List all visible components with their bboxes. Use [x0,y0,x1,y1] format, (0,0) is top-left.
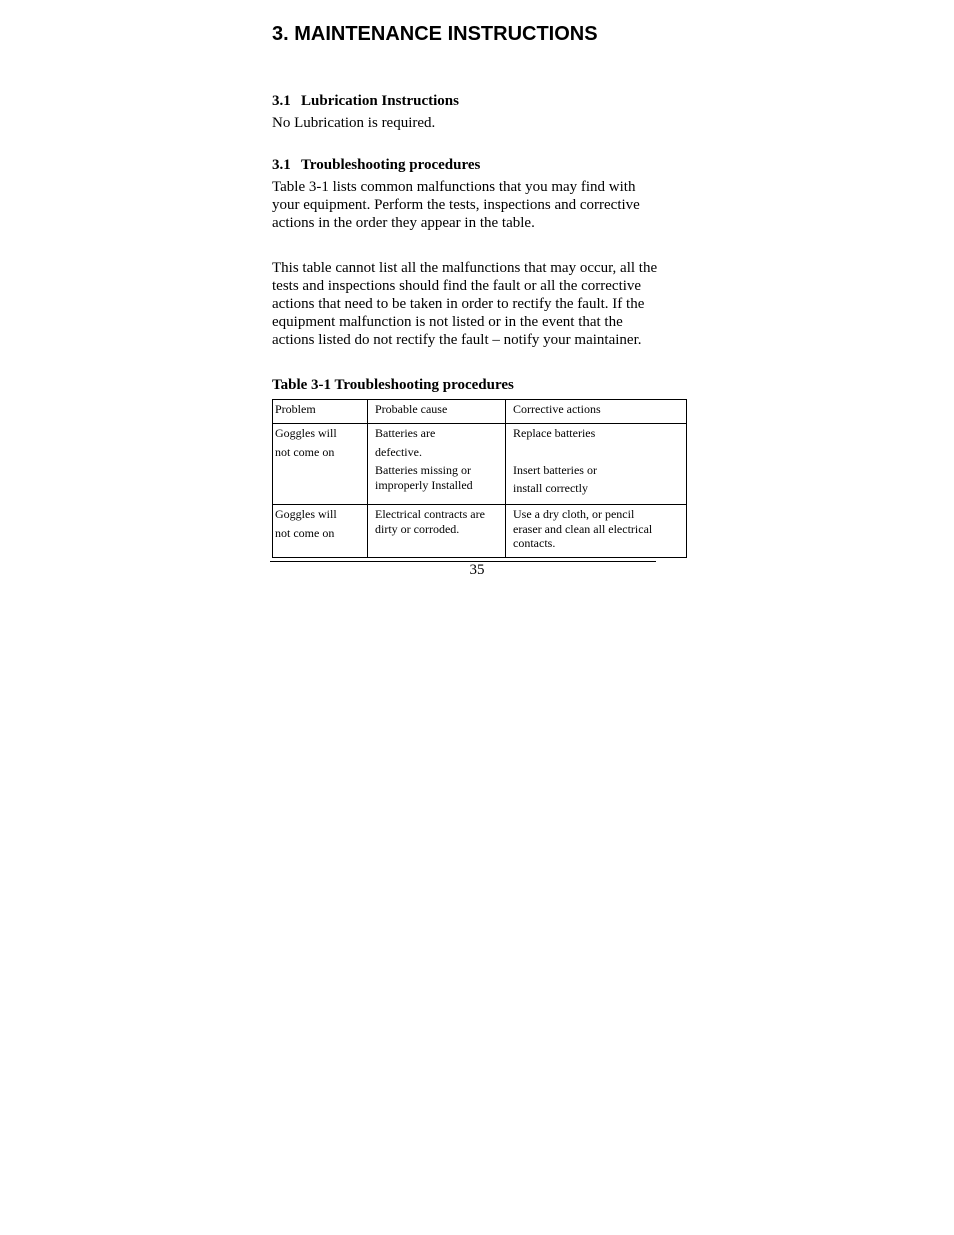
cell-cause [368,424,506,505]
lubrication-body: No Lubrication is required. [272,115,436,131]
troubleshooting-paragraph-2 [272,259,682,349]
cell-line: Electrical contracts are [375,507,485,521]
cell-line: improperly Installed [375,477,473,492]
cell-action [506,424,687,505]
cell-line: Batteries missing or [375,463,471,477]
cell-line: install correctly [513,481,588,495]
text-line: actions that need to be taken in order to rectify the fault. If the [272,296,645,312]
cell-line: contacts. [513,536,556,550]
cell-line: Use a dry cloth, or pencil [513,507,635,521]
troubleshooting-table [272,399,687,558]
table-row [273,505,687,558]
cell-line: Goggles will [275,426,337,440]
cell-line: defective. [375,444,422,459]
section-number: 3.1 [272,93,291,109]
cell-cause [368,505,506,558]
table-caption: Table 3-1 Troubleshooting procedures [272,377,514,393]
text-line: your equipment. Perform the tests, inspections and corrective [272,197,640,213]
text-line: equipment malfunction is not listed or in the event that the [272,314,623,330]
cell-line: not come on [275,525,335,540]
text-line: Table 3-1 lists common malfunctions that you may find with [272,179,636,195]
cell-line: Replace batteries [513,426,596,440]
troubleshooting-heading [272,156,480,174]
section-title: Lubrication Instructions [301,93,459,109]
section-number: 3.1 [272,157,291,173]
page-number: 35 [469,562,485,578]
column-header-action: Corrective actions [506,400,687,424]
cell-line: dirty or corroded. [375,521,460,536]
cell-line: Goggles will [275,507,337,521]
cell-line: eraser and clean all electrical [513,521,653,536]
cell-problem [273,424,368,505]
column-header-problem: Problem [273,400,368,424]
cell-line: not come on [275,444,335,459]
table-header-row [273,400,687,424]
troubleshooting-paragraph-1 [272,178,682,232]
cell-problem [273,505,368,558]
section-title: Troubleshooting procedures [301,157,481,173]
text-line: This table cannot list all the malfunctions that may occur, all the [272,260,658,276]
text-line: actions listed do not rectify the fault – notify your maintainer. [272,332,642,348]
page-title: 3. MAINTENANCE INSTRUCTIONS [272,23,598,45]
text-line: actions in the order they appear in the table. [272,215,535,231]
column-header-cause: Probable cause [368,400,506,424]
lubrication-heading [272,92,459,110]
table-row [273,424,687,505]
cell-line: Batteries are [375,426,436,440]
cell-action [506,505,687,558]
text-line: tests and inspections should find the fault or all the corrective [272,278,642,294]
cell-line: Insert batteries or [513,462,597,477]
